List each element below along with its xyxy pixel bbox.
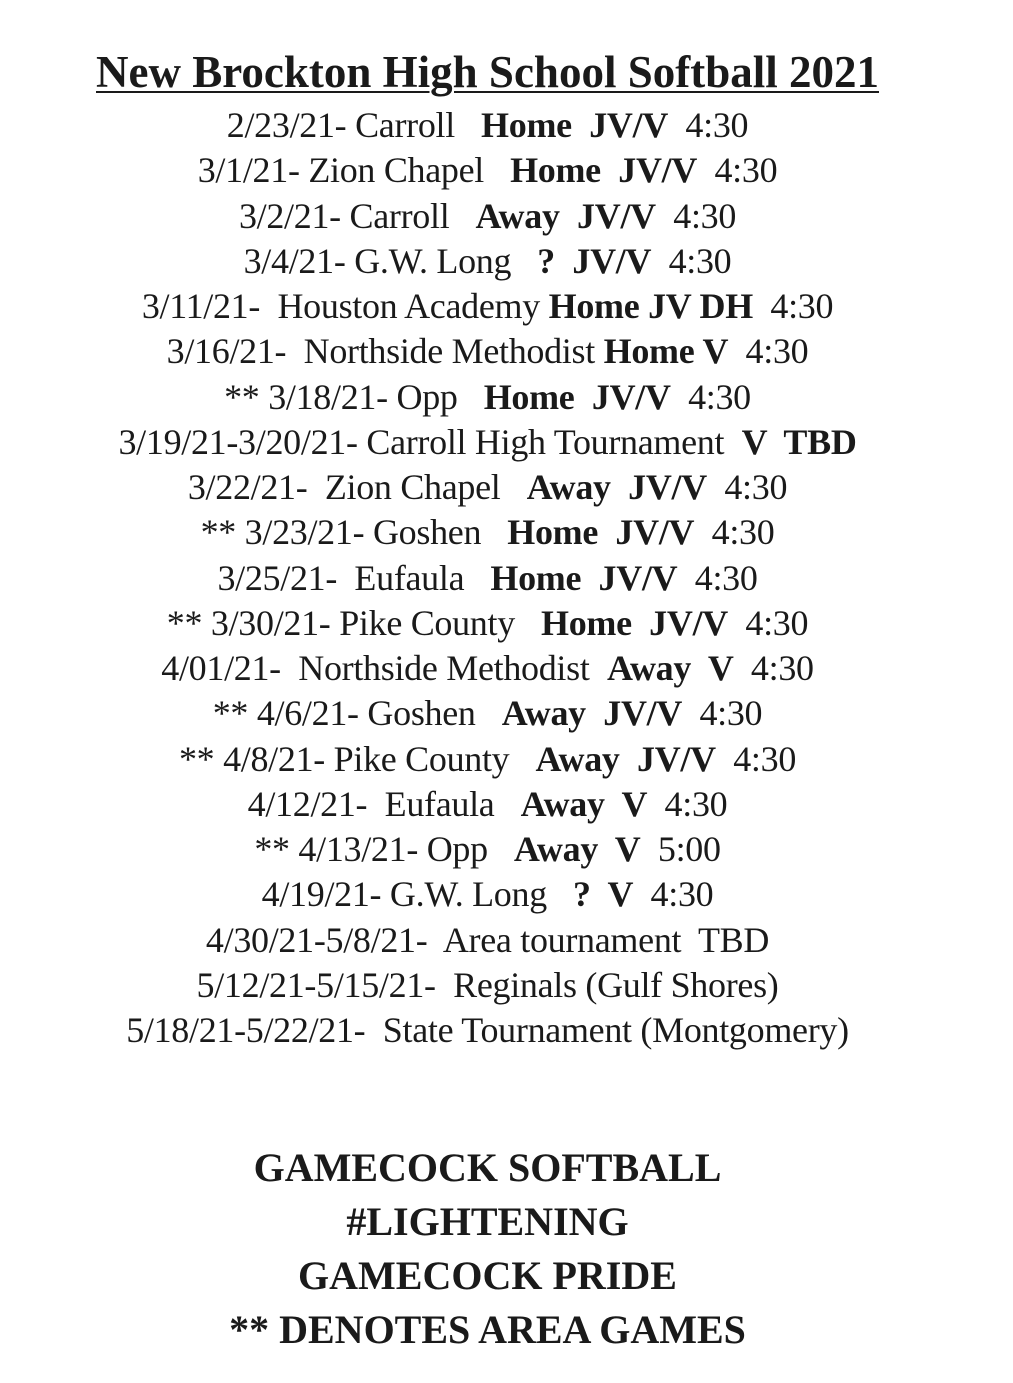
schedule-row [0, 827, 975, 872]
title-text: New Brockton High School Softball 2021 [96, 47, 879, 97]
game-date-opponent: 3/2/21- Carroll [238, 195, 476, 236]
game-location-level: Home JV/V [483, 376, 671, 417]
game-location-level: ? V [573, 874, 634, 915]
schedule-row [0, 963, 975, 1008]
game-time: 4:30 [727, 602, 809, 643]
game-location-level: Home JV/V [490, 557, 678, 598]
game-location-level: V TBD [741, 421, 857, 462]
game-date-opponent: 3/4/21- G.W. Long [243, 240, 538, 281]
game-time: 4:30 [682, 693, 763, 734]
game-date-opponent: ** 3/30/21- Pike County [166, 602, 542, 643]
game-date-opponent: 3/25/21- Eufaula [217, 557, 491, 598]
game-date-opponent: 4/12/21- Eufaula [247, 783, 521, 824]
game-time: 4:30 [733, 648, 814, 688]
game-date-opponent: ** 4/13/21- Opp [254, 829, 514, 869]
game-date-opponent: 2/23/21- Carroll [226, 105, 482, 145]
schedule-row [0, 329, 975, 374]
game-location-level: Home JV/V [541, 602, 728, 643]
game-date-opponent: ** 3/18/21- Opp [224, 376, 484, 417]
schedule-row [0, 601, 975, 646]
game-time: 4:30 [715, 738, 797, 779]
schedule-row [0, 239, 975, 284]
game-location-level: Away JV/V [501, 693, 683, 734]
footer-line: #LIGHTENING [346, 1199, 629, 1244]
game-time: 4:30 [655, 195, 737, 236]
game-date-opponent: 3/16/21- Northside Methodist [166, 331, 604, 372]
game-date-opponent: ** 4/6/21- Goshen [212, 693, 502, 734]
game-time: 4:30 [668, 105, 749, 145]
game-date-opponent: 5/12/21-5/15/21- Reginals (Gulf Shores) [196, 964, 779, 1005]
schedule-row [0, 646, 975, 691]
schedule-row [0, 737, 975, 782]
footer-line: ** DENOTES AREA GAMES [229, 1307, 746, 1352]
game-location-level: Away V [606, 648, 734, 688]
game-time: 4:30 [706, 467, 788, 507]
game-date-opponent: ** 3/23/21- Goshen [200, 512, 508, 553]
game-time: 4:30 [728, 331, 809, 372]
game-time: 4:30 [651, 240, 732, 281]
game-date-opponent: 3/22/21- Zion Chapel [187, 467, 527, 507]
game-time: 4:30 [647, 783, 728, 824]
game-location-level: Away V [513, 829, 641, 869]
game-location-level: Home JV/V [481, 105, 669, 145]
game-location-level: Away JV/V [526, 467, 707, 507]
schedule-row [0, 465, 975, 510]
schedule-row [0, 1008, 975, 1053]
schedule-row [0, 284, 975, 329]
game-date-opponent: 3/19/21-3/20/21- Carroll High Tournament [118, 421, 742, 462]
game-date-opponent: 3/11/21- Houston Academy [141, 286, 549, 326]
schedule-row [0, 510, 975, 555]
game-time: 4:30 [670, 376, 751, 417]
game-location-level: Home JV/V [507, 512, 695, 553]
schedule-row [0, 872, 975, 917]
game-date-opponent: ** 4/8/21- Pike County [178, 738, 536, 779]
game-time: 4:30 [697, 150, 778, 191]
game-location-level: Home JV/V [510, 150, 698, 191]
game-date-opponent: 4/30/21-5/8/21- Area tournament TBD [205, 919, 770, 960]
schedule-row [0, 918, 975, 963]
footer-line: GAMECOCK PRIDE [298, 1253, 677, 1298]
game-time: 4:30 [694, 512, 775, 553]
schedule-row [0, 420, 975, 465]
game-time: 4:30 [752, 286, 834, 326]
game-date-opponent: 5/18/21-5/22/21- State Tournament (Montgomery) [126, 1010, 849, 1050]
game-date-opponent: 4/19/21- G.W. Long [261, 874, 573, 915]
game-location-level: Home JV DH [548, 286, 753, 326]
game-time: 4:30 [633, 874, 714, 915]
schedule-row [0, 556, 975, 601]
schedule-row [0, 782, 975, 827]
footer-line: GAMECOCK SOFTBALL [253, 1145, 722, 1190]
page-title [0, 44, 975, 100]
schedule-row [0, 194, 975, 239]
schedule-row [0, 148, 975, 193]
game-date-opponent: 4/01/21- Northside Methodist [161, 648, 607, 688]
game-location-level: Away JV/V [535, 738, 716, 779]
game-time: 5:00 [640, 829, 721, 869]
game-time: 4:30 [677, 557, 758, 598]
schedule-row [0, 375, 975, 420]
game-location-level: ? JV/V [537, 240, 652, 281]
schedule-row [0, 103, 975, 148]
schedule-row [0, 691, 975, 736]
game-location-level: Away V [520, 783, 648, 824]
game-location-level: Away JV/V [475, 195, 656, 236]
game-location-level: Home V [603, 331, 729, 372]
game-date-opponent: 3/1/21- Zion Chapel [197, 150, 511, 191]
